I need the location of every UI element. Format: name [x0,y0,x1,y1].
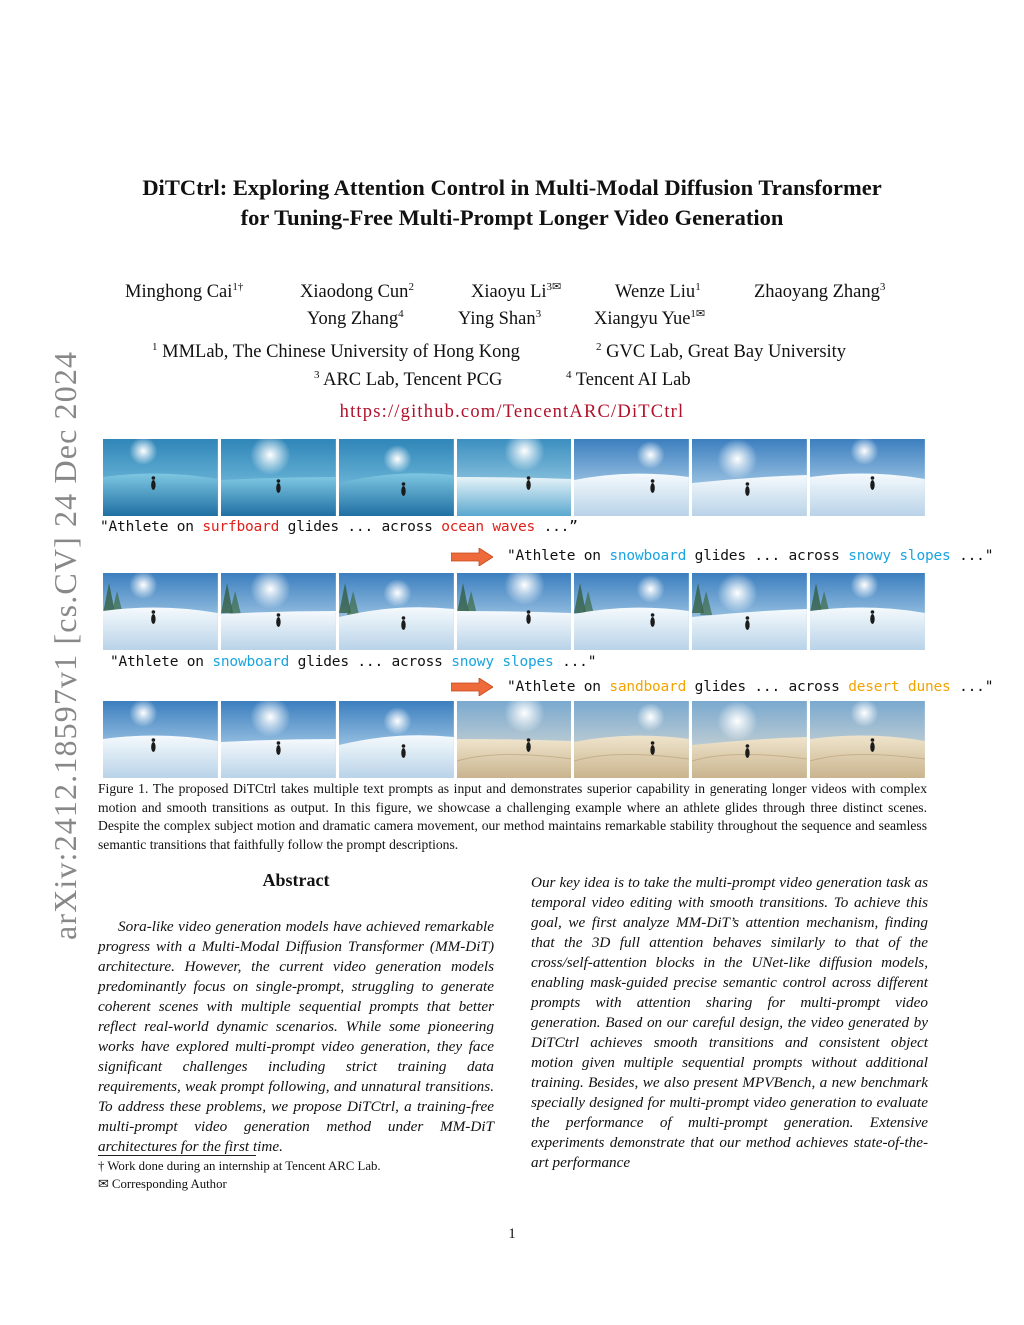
transition-arrow-icon [451,678,493,696]
video-frame [574,701,689,778]
author: Ying Shan$^3$ [458,307,542,329]
video-frame [339,573,454,650]
author: Wenze Liu$^1$ [615,280,701,302]
video-frame [810,701,925,778]
project-url[interactable]: https://github.com/TencentARC/DiTCtrl [339,402,685,422]
footnote-rule [98,1155,256,1156]
video-frame [103,439,218,516]
affiliation: $^1$ MMLab, The Chinese University of Hong Kong [152,340,520,362]
video-frame [810,573,925,650]
abstract-text-left: Sora-like video generation models have achieved remarkable progress with a Multi-Modal Diffusion Transformer (MM-DiT) architecture. However, the current video generation models predominantly focus on single-prompt, struggling to generate coherent scenes with multiple sequential prompts that better reflect real-world dynamic scenarios. While some pioneering works have explored multi-prompt video generation, they face significant challenges including strict training data requirements, weak prompt following, and unnatural transitions. To address these problems, we propose DiTCtrl, a training-free multi-prompt video generation method under MM-DiT architectures for the first time. [98,918,494,1155]
frame-strip-surf [103,439,925,516]
abstract-heading: Abstract [262,870,330,890]
video-frame [574,439,689,516]
video-frame [339,701,454,778]
transition-arrow-icon [451,548,493,566]
video-frame [457,439,572,516]
abstract-text-right: Our key idea is to take the multi-prompt video generation task as temporal video editing with smooth transitions. To achieve this goal, we first analyze MM-DiT’s attention mechanism, finding that the 3D full attention behaves similarly to that of the cross/self-attention blocks in the UNet-like diffusion models, enabling mask-guided precise semantic control across different prompts with attention sharing for multi-prompt video generation. Based on our careful design, the video generated by DiTCtrl achieves smooth transitions and consistent object motion given multiple sequential prompts without additional training. Besides, we also present MPVBench, a new benchmark specially designed for multi-prompt video generation to evaluate the performance of multi-prompt generation. Extensive experiments demonstrate that our method achieves state-of-the-art performance [531,874,928,1171]
paper-title [80,173,944,233]
video-frame [457,701,572,778]
affiliation: $^2$ GVC Lab, Great Bay University [596,340,847,362]
footnote: ✉ Corresponding Author [98,1177,227,1191]
video-frame [103,701,218,778]
video-frame [457,573,572,650]
arxiv-id: arXiv:2412.18597v1 [cs.CV] 24 Dec 2024 [47,352,83,940]
frame-strip-snow [103,573,925,650]
video-frame [221,439,336,516]
author: Xiaoyu $Li^{3✉}$ [471,280,562,302]
video-frame [692,439,807,516]
video-frame [103,573,218,650]
footnote: † Work done during an internship at Tencent ARC Lab. [98,1159,381,1173]
affiliation: $^4$ Tencent AI Lab [566,368,691,390]
video-frame [221,701,336,778]
video-frame [574,573,689,650]
video-frame [221,573,336,650]
video-frame [692,573,807,650]
author: Xiangyu Yue$^{1✉}$ [594,307,706,329]
video-frame [810,439,925,516]
arxiv-stamp [28,350,88,950]
title-line-2: for Tuning-Free Multi-Prompt Longer Video Generation [240,205,784,230]
page-number: 1 [508,1226,516,1242]
video-frame [339,439,454,516]
frame-strip-sand [103,701,925,778]
figure-caption: Figure 1. The proposed DiTCtrl takes multiple text prompts as input and demonstrates superior capability in generating longer videos with complex motion and smooth transitions as output. In this figure, we showcase a challenging example where an athlete glides through three distinct scenes. Despite the complex subject motion and dramatic camera movement, our method maintains remarkable stability throughout the sequence and seamless semantic transitions that faithfully follow the prompt descriptions. [98,781,927,852]
author: Xiaodong Cun$^2$ [300,280,414,302]
author: Zhaoyang Zhang$^3$ [754,280,886,302]
title-line-1: DiTCtrl: Exploring Attention Control in Multi-Modal Diffusion Transformer [142,175,882,200]
prompt-snow: "Athlete on snowboard glides ... across snowy slopes ..." [110,654,597,670]
prompt-snow-target: "Athlete on snowboard glides ... across snowy slopes ..." [507,548,994,564]
prompt-sand-target: "Athlete on sandboard glides ... across desert dunes ..." [507,679,994,695]
video-frame [692,701,807,778]
author: Minghong Cai$^{1\dagger}$ [125,280,244,302]
affiliation: $^3$ ARC Lab, Tencent PCG [314,368,503,390]
author: Yong Zhang$^4$ [307,307,404,329]
prompt-surf: "Athlete on surfboard glides ... across ocean waves ...” [100,519,578,535]
